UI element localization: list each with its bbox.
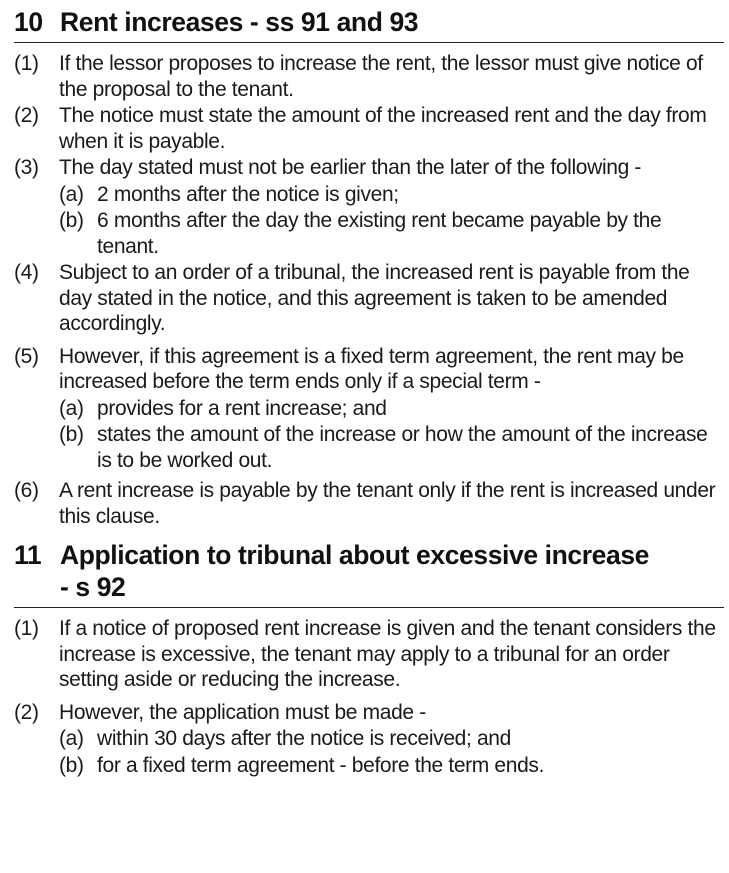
section-11 [14,539,724,778]
clause-text: The notice must state the amount of the increased rent and the day from when it is payable. [59,104,707,153]
clause-number: (5) [14,344,39,368]
subclause-text: within 30 days after the notice is received; and [97,727,511,750]
subclause-10-5-b [59,422,724,473]
clause-text: If the lessor proposes to increase the rent, the lessor must give notice of the proposal to the tenant. [59,52,703,101]
clause-10-3 [14,155,724,181]
clause-number: (2) [14,104,39,127]
clause-text: If a notice of proposed rent increase is given and the tenant considers the increase is excessive, the tenant may apply to a tribunal for an order setting aside or reducing the increase. [59,617,716,691]
subclause-text: states the amount of the increase or how the amount of the increase is to be worked out. [97,423,708,472]
clause-10-2 [14,103,724,154]
section-heading [14,6,724,43]
section-10 [14,6,724,529]
section-title: Rent increases - ss 91 and 93 [60,7,419,37]
subclause-10-3-b [59,208,724,259]
subclause-number: (b) [59,423,84,446]
section-title [60,539,724,603]
clause-number: (1) [14,617,39,640]
section-title-line-1: Application to tribunal about excessive increase [60,540,650,570]
subclause-text: provides for a rent increase; and [97,396,387,420]
clause-number: (2) [14,700,39,724]
clause-text: The day stated must not be earlier than the later of the following - [59,156,642,179]
subclause-text: 6 months after the day the existing rent became payable by the tenant. [97,209,662,258]
subclause-number: (b) [59,209,84,232]
subclause-11-2-b [59,753,724,779]
clause-10-1 [14,51,724,102]
document [14,6,724,779]
subclause-number: (b) [59,753,84,777]
clause-10-6 [14,478,724,529]
subclause-11-2-a [59,726,724,752]
clause-10-4 [14,260,724,337]
clause-10-5 [14,344,724,395]
clause-number: (4) [14,261,39,284]
clause-11-1 [14,616,724,693]
clause-text: However, if this agreement is a fixed term agreement, the rent may be increased before the term ends only if a special term - [59,344,684,393]
subclause-number: (a) [59,727,84,750]
clause-text: However, the application must be made - [59,700,426,724]
section-title-line-2: - s 92 [60,572,126,602]
clause-number: (3) [14,156,39,179]
subclause-text: for a fixed term agreement - before the term ends. [97,753,545,777]
section-number: 11 [14,540,42,570]
subclause-10-5-a [59,396,724,422]
clause-number: (1) [14,52,39,75]
clause-text: Subject to an order of a tribunal, the increased rent is payable from the day stated in the notice, and this agreement is taken to be amended accordingly. [59,261,690,335]
clause-text: A rent increase is payable by the tenant only if the rent is increased under this clause. [59,479,716,528]
section-heading [14,539,724,608]
subclause-number: (a) [59,396,84,420]
clause-number: (6) [14,479,39,502]
subclause-10-3-a [59,182,724,208]
subclause-number: (a) [59,182,84,206]
clause-11-2 [14,700,724,726]
section-number: 10 [14,7,43,37]
subclause-text: 2 months after the notice is given; [97,182,399,206]
